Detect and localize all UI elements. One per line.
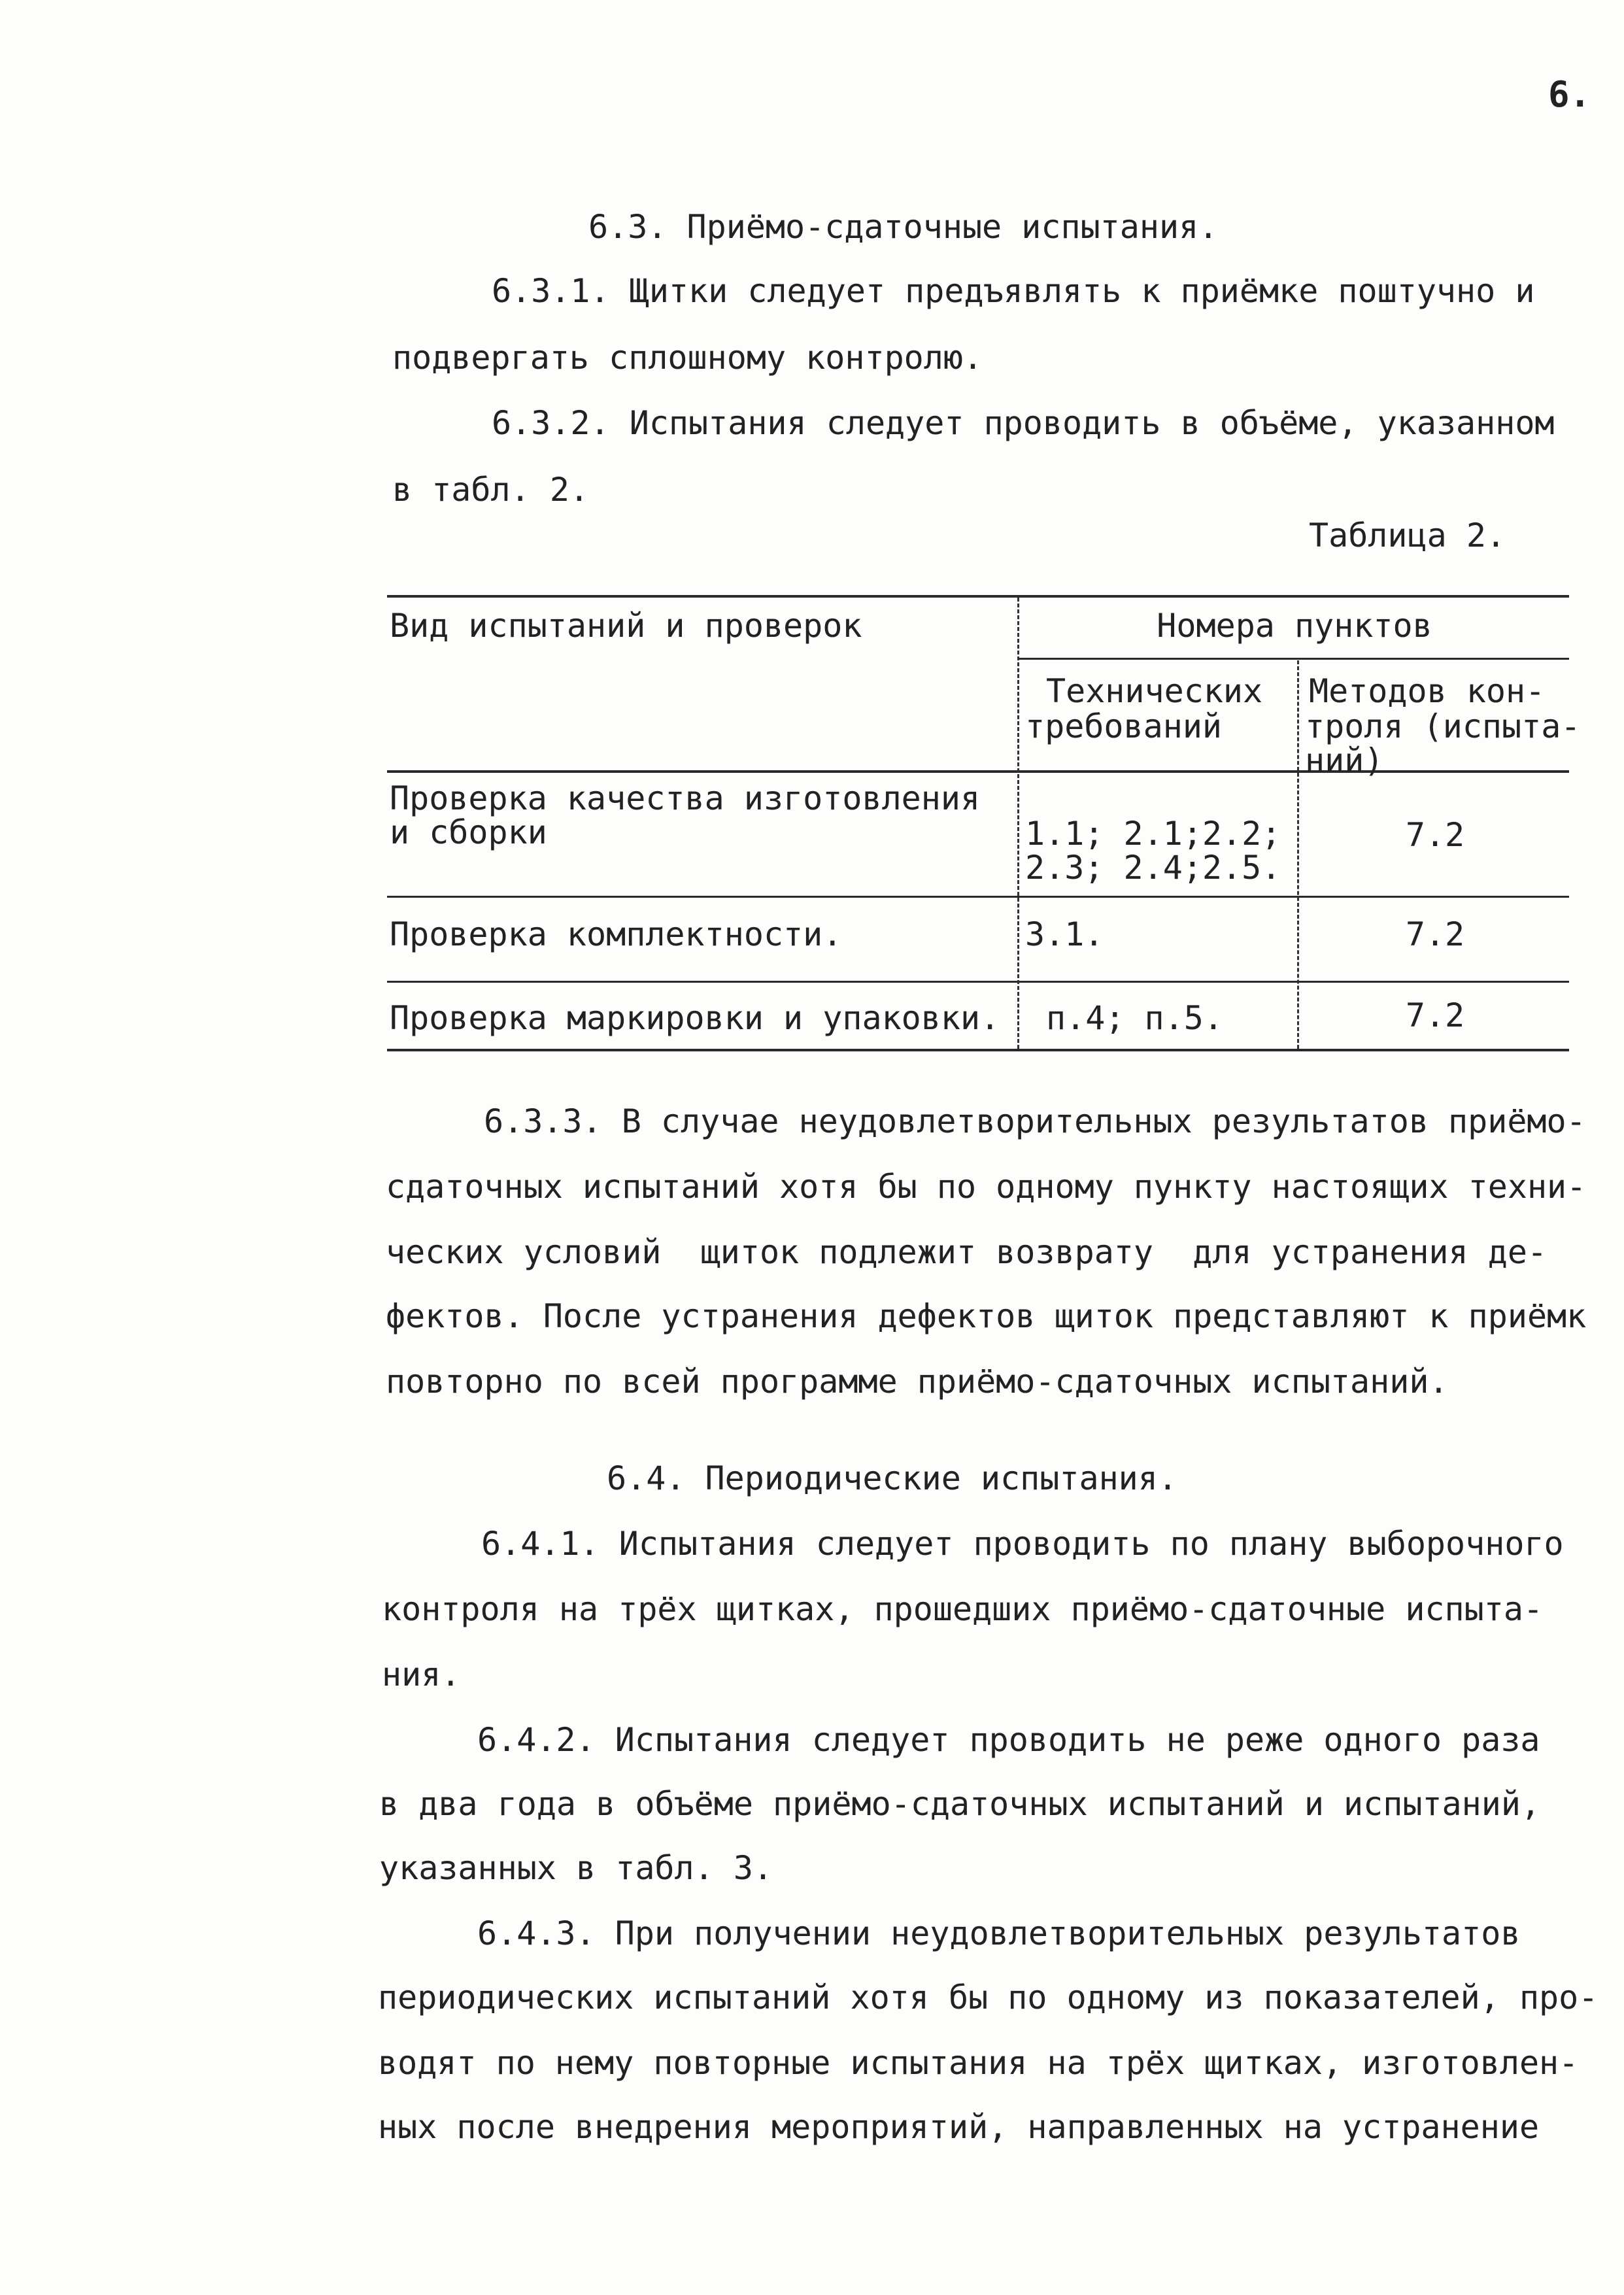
- table-caption: Таблица 2.: [1309, 517, 1506, 554]
- text-line: 6.3.1. Щитки следует предъявлять к приёмке поштучно и: [492, 272, 1535, 310]
- group-header-clause-numbers: Номера пунктов: [1157, 607, 1432, 645]
- table-col-divider: [1297, 660, 1299, 1049]
- table-col-divider: [1017, 598, 1019, 1049]
- row-test-name: Проверка комплектности.: [390, 915, 843, 953]
- header-line: троля (испыта-: [1305, 707, 1581, 745]
- text-line: фектов. После устранения дефектов щиток представляют к приёмк: [386, 1297, 1587, 1335]
- text-line: ных после внедрения мероприятий, направленных на устранение: [378, 2108, 1540, 2146]
- row-tech-clauses: п.4; п.5.: [1046, 999, 1223, 1037]
- table-group-rule: [1017, 658, 1569, 660]
- text-line: сдаточных испытаний хотя бы по одному пункту настоящих техни-: [386, 1168, 1587, 1206]
- text-line: 6.4.2. Испытания следует проводить не реже одного раза: [477, 1721, 1540, 1759]
- row-method-clause: 7.2: [1405, 816, 1465, 854]
- text-line: ческих условий щиток подлежит возврату для устранения де-: [386, 1233, 1548, 1271]
- section-heading-6-4: 6.4. Периодические испытания.: [607, 1459, 1177, 1497]
- page-number: 6.: [1548, 74, 1591, 115]
- text-line: 6.4.1. Испытания следует проводить по плану выборочного: [481, 1525, 1564, 1563]
- row-test-name: Проверка маркировки и упаковки.: [390, 999, 1000, 1037]
- text-line: повторно по всей программе приёмо-сдаточных испытаний.: [386, 1363, 1449, 1401]
- col-header-test-type: Вид испытаний и проверок: [390, 607, 862, 645]
- text-line: 6.3.2. Испытания следует проводить в объёме, указанном: [492, 404, 1555, 442]
- text-line: подвергать сплошному контролю.: [392, 339, 983, 377]
- row-test-name: Проверка качества изготовления: [390, 779, 981, 817]
- table-header-rule: [387, 770, 1569, 773]
- text-line: 6.3.3. В случае неудовлетворительных результатов приёмо-: [484, 1102, 1586, 1140]
- header-line: ний): [1305, 741, 1384, 779]
- header-line: Методов кон-: [1309, 672, 1546, 710]
- row-method-clause: 7.2: [1405, 915, 1465, 953]
- row-tech-clauses: 2.3; 2.4;2.5.: [1025, 849, 1281, 887]
- text-line: 6.4.3. При получении неудовлетворительных результатов: [477, 1914, 1521, 1952]
- text-line: указанных в табл. 3.: [379, 1849, 773, 1887]
- text-line: водят по нему повторные испытания на трёх щитках, изготовлен-: [378, 2044, 1579, 2082]
- row-tech-clauses: 1.1; 2.1;2.2;: [1025, 815, 1281, 853]
- text-line: в два года в объёме приёмо-сдаточных испытаний и испытаний,: [379, 1785, 1541, 1823]
- header-line: Технических: [1046, 672, 1263, 710]
- table-row-rule: [387, 981, 1569, 983]
- text-line: периодических испытаний хотя бы по одному из показателей, про-: [378, 1979, 1599, 2016]
- text-line: в табл. 2.: [392, 471, 590, 509]
- row-test-name: и сборки: [390, 813, 547, 851]
- section-heading-6-3: 6.3. Приёмо-сдаточные испытания.: [588, 208, 1219, 246]
- row-tech-clauses: 3.1.: [1025, 915, 1104, 953]
- row-method-clause: 7.2: [1405, 996, 1465, 1034]
- text-line: ния.: [382, 1656, 461, 1693]
- table-top-rule: [387, 595, 1569, 598]
- table-bottom-rule: [387, 1049, 1569, 1051]
- text-line: контроля на трёх щитках, прошедших приёмо-сдаточные испыта-: [382, 1590, 1544, 1628]
- table-row-rule: [387, 896, 1569, 898]
- header-line: требований: [1025, 707, 1223, 745]
